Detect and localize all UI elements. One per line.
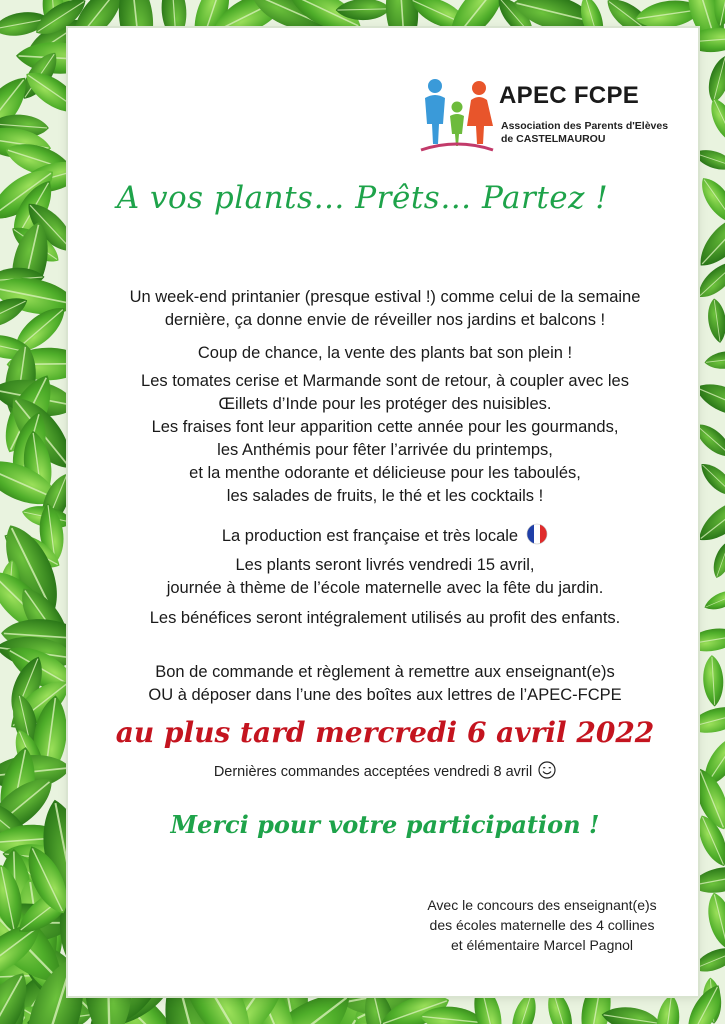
text-line: Les plants seront livrés vendredi 15 avril, — [235, 556, 535, 574]
thanks-text: Merci pour votre participation ! — [170, 810, 600, 839]
production-paragraph — [70, 523, 700, 548]
text-line: journée à thème de l’école maternelle avec la fête du jardin. — [166, 579, 604, 597]
text-line: les Anthémis pour fêter l’arrivée du printemps, — [217, 441, 553, 459]
leaf-decoration — [705, 297, 725, 344]
text-line: La production est française et très locale — [221, 527, 519, 545]
late-orders-text: Dernières commandes acceptées vendredi 8 avril — [213, 764, 533, 780]
text-line: les salades de fruits, le thé et les cocktails ! — [226, 487, 544, 505]
text-line: Œillets d’Inde pour les protéger des nuisibles. — [218, 395, 552, 413]
leaf-decoration — [705, 95, 725, 147]
credits-line: et élémentaire Marcel Pagnol — [450, 937, 634, 953]
text-line: OU à déposer dans l’une des boîtes aux lettres de l’APEC-FCPE — [148, 686, 622, 704]
leaf-decoration — [704, 349, 725, 371]
text-line: Les tomates cerise et Marmande sont de retour, à coupler avec les — [141, 372, 629, 390]
content-panel — [68, 28, 698, 996]
deadline-text: au plus tard mercredi 6 avril 2022 — [115, 716, 655, 749]
production-line — [70, 523, 700, 548]
text-line: Bon de commande et règlement à remettre aux enseignant(e)s — [155, 663, 615, 681]
leaf-decoration — [709, 538, 725, 580]
intro-paragraph — [70, 286, 700, 332]
text-line: Un week-end printanier (presque estival !) comme celui de la semaine — [129, 288, 641, 306]
late-orders-line — [70, 761, 700, 780]
logo-title: APEC FCPE — [499, 82, 640, 109]
profits-paragraph — [70, 607, 700, 630]
logo-subtitle: Association des Parents d'Elèves — [501, 120, 669, 132]
credits-line: Avec le concours des enseignant(e)s — [427, 897, 657, 913]
leaf-decoration — [704, 54, 725, 105]
apec-fcpe-logo — [417, 74, 677, 154]
leaf-decoration — [653, 993, 682, 1024]
credits-line: des écoles maternelle des 4 collines — [429, 917, 655, 933]
france-flag-icon — [526, 523, 548, 545]
credits-block — [392, 895, 692, 955]
leaf-decoration — [702, 655, 725, 708]
logo-subtitle-town: de CASTELMAUROU — [501, 133, 606, 145]
text-line: et la menthe odorante et délicieuse pour les taboulés, — [189, 464, 581, 482]
order-paragraph — [70, 661, 700, 707]
family-logo-icon — [417, 74, 497, 154]
plants-paragraph — [70, 370, 700, 508]
text-line: Les bénéfices seront intégralement utilisés au profit des enfants. — [149, 609, 621, 627]
headline: A vos plants… Prêts… Partez ! — [116, 180, 609, 216]
text-line: Coup de chance, la vente des plants bat son plein ! — [197, 344, 573, 362]
sale-paragraph — [70, 342, 700, 365]
text-line: Les fraises font leur apparition cette année pour les gourmands, — [151, 418, 619, 436]
delivery-paragraph — [70, 554, 700, 600]
text-line: dernière, ça donne envie de réveiller nos jardins et balcons ! — [164, 311, 606, 329]
leaf-decoration — [702, 586, 725, 614]
smiley-icon — [538, 761, 556, 779]
leaf-decoration — [703, 890, 725, 952]
